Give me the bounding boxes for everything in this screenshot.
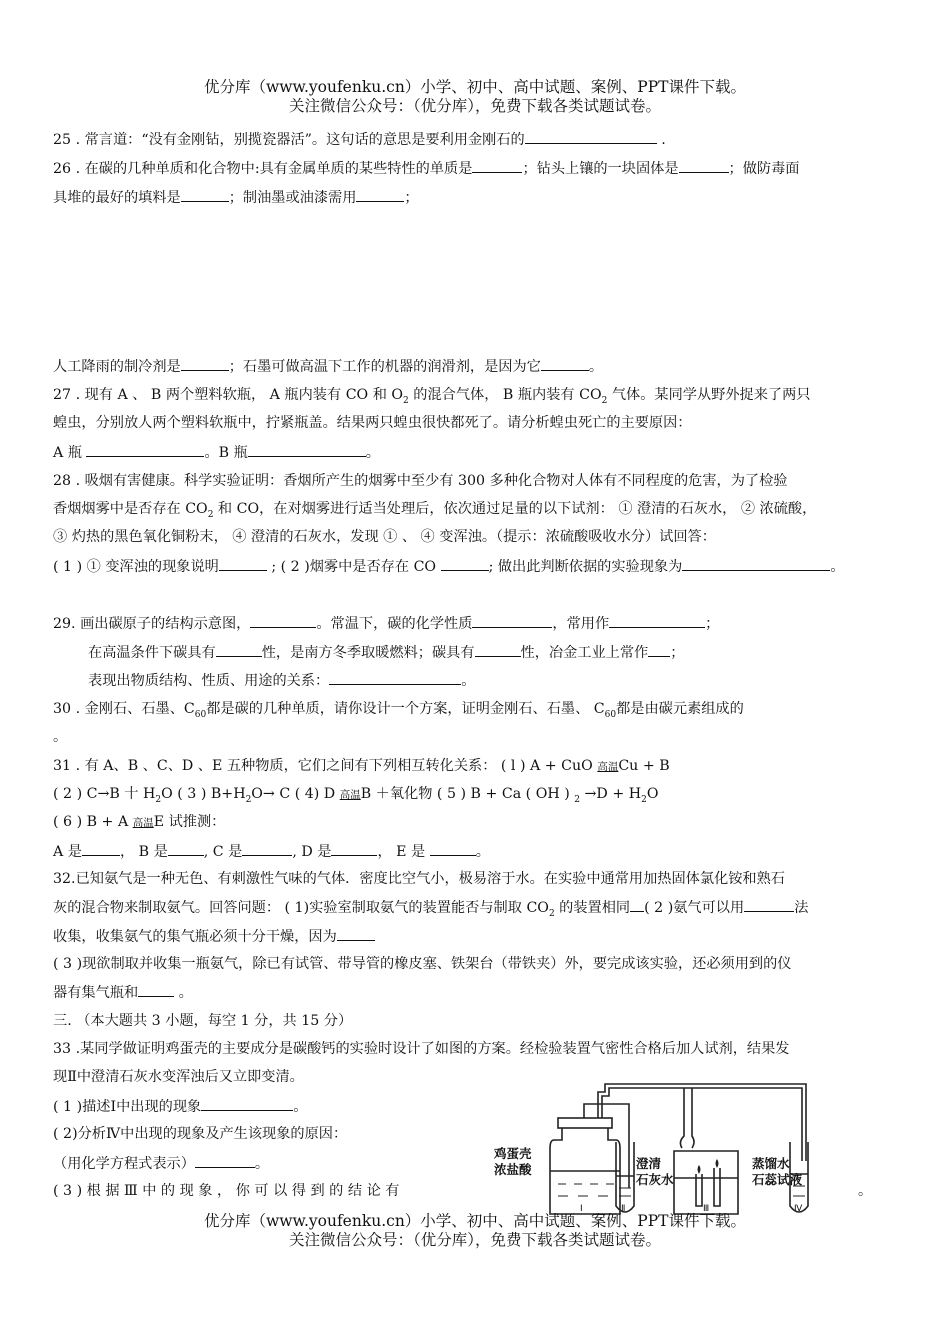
question-29-line-3: 表现出物质结构、性质、用途的关系： 。 [88, 673, 476, 689]
apparatus-diagram [488, 1076, 828, 1220]
question-33-line-4: ( 2)分析Ⅳ中出现的现象及产生该现象的原因： [53, 1126, 348, 1142]
question-28-line-1: 28 . 吸烟有害健康。科学实验证明：香烟所产生的烟雾中至少有 300 多种化合物对人体有不同程度的危害，为了检验 [53, 473, 788, 489]
answer-blank[interactable] [679, 159, 729, 173]
roman-4: Ⅳ [794, 1204, 803, 1214]
question-31-line-2: ( 2 ) C→B 十 $H_2O$ ( 3 ) $B+H_2O\to C$ ( 4) D 高温B ＋氧化物 ( 5 ) B + Ca ( OH ) $_2 \to D + H_2O$ [53, 786, 659, 805]
question-33-line-6: ( 3 ) 根 据 Ⅲ 中 的 现 象 ， 你 可 以 得 到 的 结 论 有 [53, 1183, 400, 1199]
answer-blank[interactable] [329, 671, 461, 685]
apparatus-svg [488, 1076, 828, 1216]
roman-3: Ⅲ [703, 1204, 710, 1214]
answer-blank[interactable] [248, 443, 366, 457]
question-33-line-2: 现Ⅱ中澄清石灰水变浑浊后又立即变清。 [53, 1069, 304, 1085]
answer-blank[interactable] [630, 898, 644, 912]
answer-blank[interactable] [181, 357, 229, 371]
answer-blank[interactable] [86, 443, 204, 457]
header-line-1: 优分库（www.youfenku.cn）小学、初中、高中试题、案例、PPT课件下载。 [203, 78, 747, 96]
question-32-line-4: ( 3 )现欲制取并收集一瓶氨气，除已有试管、带导管的橡皮塞、铁架台（带铁夹）外，要完成该实验，还必须用到的仪 [53, 956, 792, 972]
question-31-line-4: A 是 ， B 是 , C 是 , D 是 ， E 是 。 [53, 844, 490, 860]
answer-blank[interactable] [82, 842, 120, 856]
page-header [0, 78, 950, 116]
question-26-line-1: 26 . 在碳的几种单质和化合物中:具有金属单质的某些特性的单质是 ；钻头上镶的一块固体是 ；做防毒面 [53, 161, 800, 177]
answer-blank[interactable] [430, 842, 476, 856]
answer-blank[interactable] [219, 557, 267, 571]
answer-blank[interactable] [472, 614, 552, 628]
question-28-line-2: 香烟烟雾中是否存在 $CO_2$ 和 CO，在对烟雾进行适当处理后，依次通过足量的以下试剂： ① 澄清的石灰水， ② 浓硫酸， [53, 501, 817, 520]
answer-blank[interactable] [648, 643, 670, 657]
answer-blank[interactable] [138, 983, 174, 997]
answer-blank[interactable] [181, 188, 229, 202]
header-line-2: 关注微信公众号：（优分库），免费下载各类试题试卷。 [288, 97, 661, 115]
question-29-line-2: 在高温条件下碳具有 性，是南方冬季取暖燃料；碳具有 性，冶金工业上常作 ； [88, 645, 685, 661]
answer-blank[interactable] [525, 130, 657, 144]
question-33-line-3: ( 1 )描述Ⅰ中出现的现象 。 [53, 1099, 308, 1115]
answer-blank[interactable] [682, 557, 830, 571]
answer-blank[interactable] [475, 643, 521, 657]
page-footer [0, 1212, 950, 1250]
question-32-line-1: 32.已知氨气是一种无色、有刺激性气味的气体．密度比空气小，极易溶于水。在实验中通常用加热固体氯化铵和熟石 [53, 871, 785, 887]
question-30-line-1: 30 . 金刚石、石墨、$C_{60}$都是碳的几种单质，请你设计一个方案，证明金刚石、石墨、 $C_{60}$都是由碳元素组成的 [53, 701, 744, 720]
question-33-line-6-end: 。 [858, 1183, 873, 1199]
question-26-line-2: 具堆的最好的填料是 ；制油墨或油漆需用 ； [53, 190, 419, 206]
question-27-line-3: A 瓶 。B 瓶 。 [53, 445, 380, 461]
label-distilled-water: 蒸馏水 石蕊试液 [752, 1156, 803, 1187]
question-28-line-3: ③ 灼热的黑色氧化铜粉末， ④ 澄清的石灰水，发现 ① 、 ④ 变浑浊。（提示：浓硫酸吸收水分）试回答： [53, 529, 716, 545]
answer-blank[interactable] [472, 159, 522, 173]
section-3-heading: 三. （本大题共 3 小题，每空 1 分，共 15 分） [53, 1013, 353, 1029]
question-32-line-3: 收集，收集氨气的集气瓶必须十分干燥，因为 [53, 927, 375, 946]
answer-blank[interactable] [201, 1097, 293, 1111]
question-27-line-1: 27 . 现有 A 、 B 两个塑料软瓶， A 瓶内装有 CO 和 $O_2$ 的混合气体， B 瓶内装有 $CO_2$ 气体。某同学从野外捉来了两只 [53, 387, 811, 406]
footer-line-1: 优分库（www.youfenku.cn）小学、初中、高中试题、案例、PPT课件下载。 [203, 1212, 747, 1230]
answer-blank[interactable] [441, 557, 489, 571]
question-32-line-5: 器有集气瓶和 。 [53, 985, 193, 1001]
answer-blank[interactable] [609, 614, 705, 628]
answer-blank[interactable] [242, 842, 292, 856]
question-33-line-5: （用化学方程式表示） 。 [53, 1156, 270, 1172]
question-29-line-1: 29. 画出碳原子的结构示意图， 。常温下，碳的化学性质 ，常用作 ； [53, 616, 720, 632]
answer-blank[interactable] [541, 357, 589, 371]
question-33-line-1: 33 .某同学做证明鸡蛋壳的主要成分是碳酸钙的实验时设计了如图的方案。经检验装置气密性合格后加人试剂，结果发 [53, 1041, 790, 1057]
question-25: 25 . 常言道：“没有金刚钻，别揽瓷器活”。这句话的意思是要利用金刚石的 . [53, 132, 666, 148]
answer-blank[interactable] [195, 1154, 255, 1168]
roman-1: Ⅰ [580, 1204, 583, 1214]
answer-blank[interactable] [331, 842, 377, 856]
question-26-line-3: 人工降雨的制冷剂是 ；石墨可做高温下工作的机器的润滑剂，是因为它 。 [53, 359, 604, 375]
question-30-line-2: 。 [53, 729, 68, 745]
question-31-line-3: ( 6 ) B + A 高温E 试推测： [53, 814, 226, 830]
footer-line-2: 关注微信公众号：（优分库），免费下载各类试题试卷。 [288, 1231, 661, 1249]
answer-blank[interactable] [337, 927, 375, 941]
answer-blank[interactable] [168, 842, 204, 856]
label-limewater: 澄清 石灰水 [636, 1156, 674, 1187]
label-eggshell-acid: 鸡蛋壳 浓盐酸 [494, 1146, 532, 1177]
answer-blank[interactable] [356, 188, 404, 202]
answer-blank[interactable] [744, 898, 794, 912]
question-28-line-4: ( 1 ) ① 变浑浊的现象说明 ; ( 2 )烟雾中是否存在 CO ; 做出此判断依据的实验现象为 。 [53, 559, 845, 575]
question-31-line-1: 31 . 有 A、B 、C、D 、E 五种物质，它们之间有下列相互转化关系： ( l ) A + CuO 高温Cu + B [53, 758, 670, 774]
answer-blank[interactable] [216, 643, 262, 657]
roman-2: Ⅱ [621, 1204, 626, 1214]
answer-blank[interactable] [250, 614, 316, 628]
question-27-line-2: 蝗虫，分别放人两个塑料软瓶中，拧紧瓶盖。结果两只蝗虫很快都死了。请分析蝗虫死亡的主要原因： [53, 415, 692, 431]
question-32-line-2: 灰的混合物来制取氨气。回答问题： ( 1)实验室制取氨气的装置能否与制取 $CO_2$ 的装置相同 ( 2 )氨气可以用 法 [53, 900, 809, 919]
